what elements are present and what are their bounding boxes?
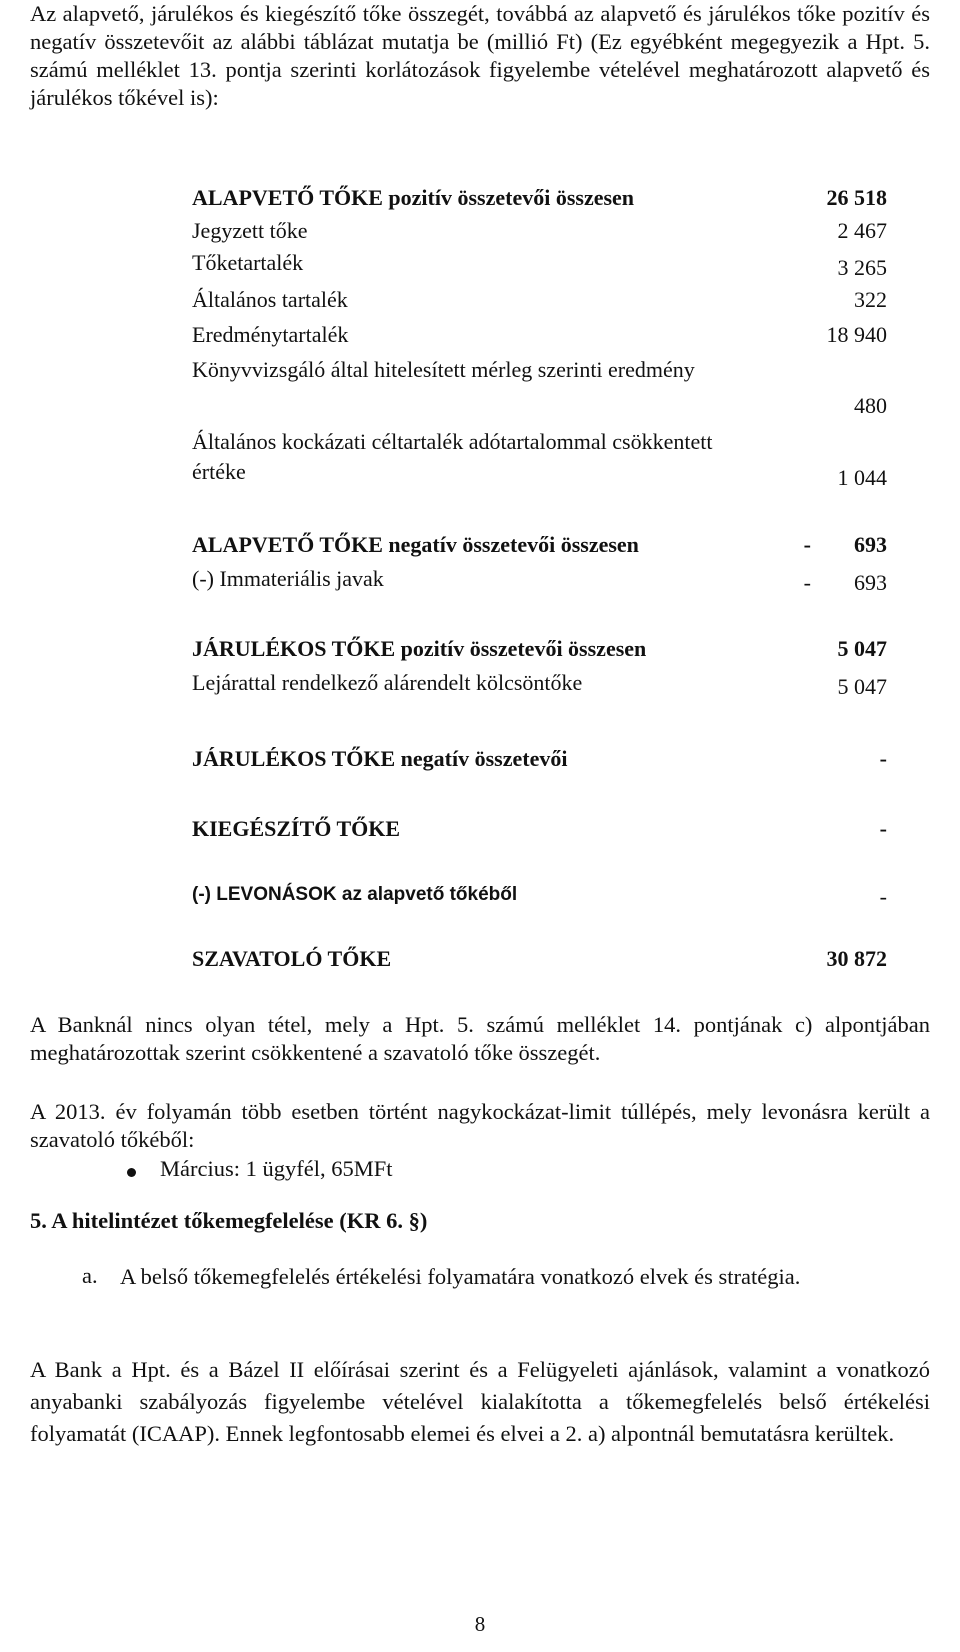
row-value: - — [879, 816, 887, 841]
row-value: 2 467 — [837, 218, 887, 243]
table-row — [192, 427, 887, 489]
table-row — [192, 287, 887, 317]
row-label: Könyvvizsgáló által hitelesített mérleg szerinti eredmény — [192, 357, 695, 382]
row-sign: - — [803, 570, 811, 595]
row-label: Általános kockázati céltartalék adótartalommal csökkentett értéke — [192, 429, 713, 484]
sub-a-marker: a. — [82, 1263, 98, 1288]
bullet-icon — [127, 1168, 136, 1177]
row-value: 18 940 — [826, 322, 887, 347]
table-row — [192, 670, 887, 700]
table-row — [192, 946, 887, 976]
table-row — [192, 185, 887, 215]
row-label: Lejárattal rendelkező alárendelt kölcsöntőke — [192, 670, 583, 695]
sub-a-text: A belső tőkemegfelelés értékelési folyamatára vonatkozó elvek és stratégia. — [120, 1264, 801, 1289]
row-label: (-) Immateriális javak — [192, 566, 384, 591]
table-row — [192, 218, 887, 248]
row-value: 30 872 — [826, 946, 887, 971]
row-value: 5 047 — [837, 674, 887, 699]
row-value: 3 265 — [837, 255, 887, 280]
row-sign: - — [803, 532, 811, 557]
row-label: ALAPVETŐ TŐKE negatív összetevői összesen — [192, 532, 639, 557]
row-value: 480 — [854, 393, 887, 418]
table-row — [192, 816, 887, 846]
section-heading: 5. A hitelintézet tőkemegfelelése (KR 6. §) — [30, 1208, 428, 1233]
row-value: 693 — [854, 532, 887, 557]
row-label: Általános tartalék — [192, 287, 348, 312]
row-value: - — [879, 884, 887, 909]
row-label: JÁRULÉKOS TŐKE pozitív összetevői összesen — [192, 636, 647, 661]
table-row — [192, 566, 887, 596]
bullet-item: Március: 1 ügyfél, 65MFt — [160, 1156, 393, 1181]
page-number: 8 — [474, 1612, 486, 1636]
row-label: SZAVATOLÓ TŐKE — [192, 946, 392, 971]
table-row — [192, 250, 887, 280]
row-value: 322 — [854, 287, 887, 312]
row-label: Tőketartalék — [192, 250, 304, 275]
table-row — [192, 884, 887, 914]
table-row — [192, 746, 887, 776]
intro-paragraph: Az alapvető, járulékos és kiegészítő tőke összegét, továbbá az alapvető és járulékos tőke pozitív és negatív összetevőit az alábbi táblázat mutatja be (millió Ft) (Ez egyébként megegyezik a Hpt. 5. számú melléklet 13. pontja szerinti korlátozások figyelembe vételével meghatározott alapvető és járulékos tőkével is): — [30, 1, 930, 110]
paragraph-limit: A 2013. év folyamán több esetben történt nagykockázat-limit túllépés, mely levonásra került a szavatoló tőkéből: — [30, 1099, 930, 1152]
row-value: 5 047 — [837, 636, 887, 661]
row-label: (-) LEVONÁSOK az alapvető tőkéből — [192, 884, 518, 905]
row-label: JÁRULÉKOS TŐKE negatív összetevői — [192, 746, 568, 771]
row-label: Jegyzett tőke — [192, 218, 308, 243]
row-label: KIEGÉSZÍTŐ TŐKE — [192, 816, 401, 841]
row-value: 1 044 — [837, 465, 887, 490]
row-value: - — [879, 746, 887, 771]
row-label: ALAPVETŐ TŐKE pozitív összetevői összesen — [192, 185, 635, 210]
row-label: Eredménytartalék — [192, 322, 349, 347]
row-value: 26 518 — [826, 185, 887, 210]
table-row — [192, 636, 887, 666]
table-row — [192, 322, 887, 352]
row-value: 693 — [854, 570, 887, 595]
table-row — [192, 355, 887, 417]
paragraph-icaap: A Bank a Hpt. és a Bázel II előírásai szerint és a Felügyeleti ajánlások, valamint a vonatkozó anyabanki szabályozás figyelembe vételével kialakította a tőkemegfelelés belső értékelési folyamatát (ICAAP). Ennek legfontosabb elemei és elvei a 2. a) alpontnál bemutatásra kerültek. — [30, 1357, 930, 1446]
paragraph-hpt: A Banknál nincs olyan tétel, mely a Hpt. 5. számú melléklet 14. pontjának c) alpontjában meghatározottak szerint csökkentené a szavatoló tőke összegét. — [30, 1012, 930, 1065]
table-row — [192, 532, 887, 562]
